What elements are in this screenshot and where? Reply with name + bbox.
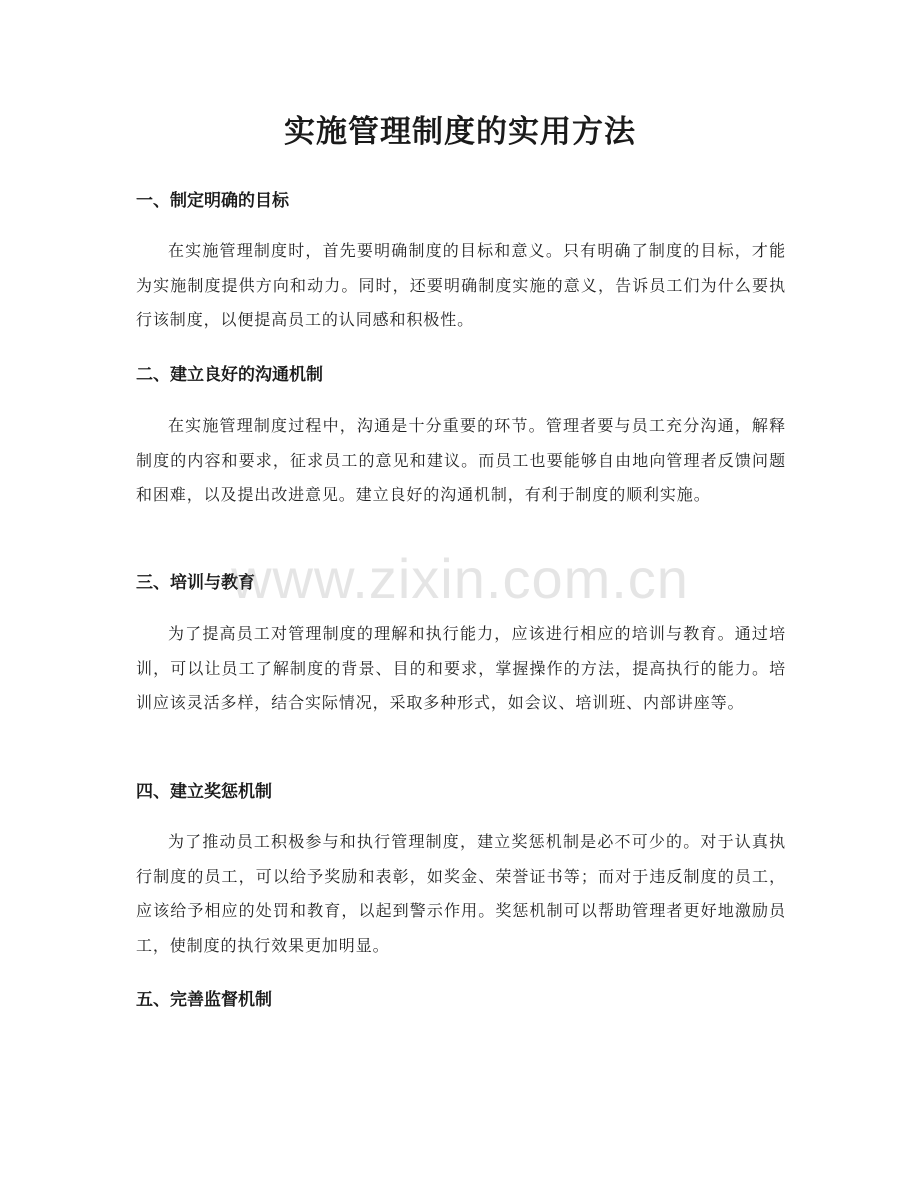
section-heading-3: 三、培训与教育 [136, 573, 255, 593]
section-body-1: 在实施管理制度时，首先要明确制度的目标和意义。只有明确了制度的目标，才能为实施制度提供方向和动力。同时，还要明确制度实施的意义，告诉员工们为什么要执行该制度，以便提高员工的认同感和积极性。 [136, 241, 786, 330]
watermark: www.zixin.com.cn [231, 547, 689, 610]
section-body-4: 为了推动员工积极参与和执行管理制度，建立奖惩机制是必不可少的。对于认真执行制度的员工，可以给予奖励和表彰，如奖金、荣誉证书等；而对于违反制度的员工，应该给予相应的处罚和教育，以起到警示作用。奖惩机制可以帮助管理者更好地激励员工，使制度的执行效果更加明显。 [136, 832, 786, 955]
section-heading-1: 一、制定明确的目标 [136, 191, 289, 211]
section-body-3: 为了提高员工对管理制度的理解和执行能力，应该进行相应的培训与教育。通过培训，可以让员工了解制度的背景、目的和要求，掌握操作的方法，提高执行的能力。培训应该灵活多样，结合实际情况，采取多种形式，如会议、培训班、内部讲座等。 [136, 624, 786, 713]
section-heading-2: 二、建立良好的沟通机制 [136, 365, 323, 385]
section-heading-4: 四、建立奖惩机制 [136, 782, 272, 802]
section-body-2: 在实施管理制度过程中，沟通是十分重要的环节。管理者要与员工充分沟通，解释制度的内容和要求，征求员工的意见和建议。而员工也要能够自由地向管理者反馈问题和困难，以及提出改进意见。建立良好的沟通机制，有利于制度的顺利实施。 [136, 416, 786, 505]
section-heading-5: 五、完善监督机制 [136, 990, 272, 1010]
page-title: 实施管理制度的实用方法 [284, 114, 636, 150]
